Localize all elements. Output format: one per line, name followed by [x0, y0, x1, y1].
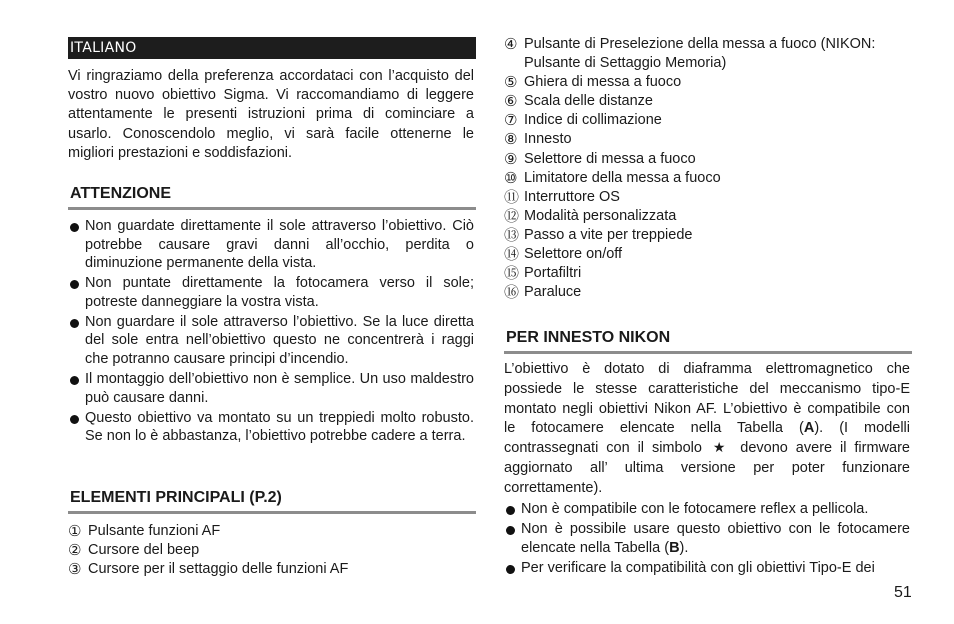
list-item	[504, 130, 912, 149]
part-label: Innesto	[524, 131, 572, 148]
list-item: Il montaggio dell’obiettivo non è semplice. Un uso maldestro può causare danni.	[68, 370, 474, 407]
attention-heading: ATTENZIONE	[68, 184, 476, 210]
list-item	[68, 560, 476, 579]
list-item	[68, 541, 476, 560]
list-item: Non guardate direttamente il sole attraverso l’obiettivo. Ciò potrebbe causare gravi danni all’occhio, perdita o diminuzione permanente della vista.	[68, 217, 474, 273]
part-number: ①	[68, 522, 82, 540]
list-item	[504, 73, 912, 92]
part-label: Pulsante di Preselezione della messa a fuoco (NIKON: Pulsante di Settaggio Memoria)	[524, 36, 876, 72]
list-item: Non puntate direttamente la fotocamera verso il sole; potreste danneggiare la vostra vista.	[68, 274, 474, 311]
part-number: ③	[68, 560, 82, 579]
list-item	[504, 207, 912, 226]
list-item: Non è compatibile con le fotocamere reflex a pellicola.	[504, 500, 910, 519]
list-item	[504, 245, 912, 264]
bullet-icon	[506, 506, 515, 515]
table-b-ref: B	[669, 539, 680, 556]
list-item	[504, 283, 912, 302]
part-number: ⑦	[504, 111, 518, 130]
bullet-icon	[506, 565, 515, 574]
list-item: Non guardare il sole attraverso l’obiettivo. Se la luce diretta del sole entra nell’obiettivo questo ne concentrerà i raggi che potranno causare principi d’incendio.	[68, 313, 474, 369]
part-label: Indice di collimazione	[524, 112, 662, 129]
list-item	[504, 226, 912, 245]
list-item	[504, 35, 912, 73]
part-label: Ghiera di messa a fuoco	[524, 74, 682, 91]
nikon-notes-list	[504, 500, 910, 579]
list-item	[504, 150, 912, 169]
part-label: Cursore per il settaggio delle funzioni AF	[88, 561, 349, 578]
list-item	[504, 188, 912, 207]
part-label: Scala delle distanze	[524, 93, 653, 110]
part-number: ⑭	[504, 245, 520, 264]
bullet-icon	[70, 280, 79, 289]
part-label: Limitatore della messa a fuoco	[524, 169, 721, 186]
part-number: ⑯	[504, 283, 520, 302]
bullet-icon	[506, 526, 515, 535]
part-label: Selettore on/off	[524, 246, 623, 263]
part-number: ⑪	[504, 187, 520, 206]
table-a-ref: A	[803, 420, 815, 437]
bullet-icon	[70, 415, 79, 424]
bullet-icon	[70, 223, 79, 232]
part-number: ⑧	[504, 130, 518, 149]
list-item: Non è possibile usare questo obiettivo con le fotocamere elencate nella Tabella (B).	[504, 520, 910, 557]
list-item	[504, 92, 912, 111]
intro-paragraph: Vi ringraziamo della preferenza accordataci con l’acquisto del vostro nuovo obiettivo Sigma. Vi raccomandiamo di leggere attentamente le presenti istruzioni prima di cominciare a usarlo. Conoscendolo meglio, vi sarà facile ottenerne le migliori prestazioni e soddisfazioni.	[68, 68, 474, 161]
part-number: ②	[68, 541, 82, 560]
part-number: ⑤	[504, 73, 518, 92]
nikon-paragraph: L’obiettivo è dotato di diaframma elettromagnetico che possiede le stesse caratteristiche del meccanismo tipo-E montato negli obiettivi Nikon AF. L’obiettivo è compatibile con le fotocamere elencate nella Tabella (A). (I modelli contrassegnati con il simbolo ★ devono avere il firmware aggiornato all’ ultima versione per poter funzionare correttamente).	[504, 361, 910, 496]
part-label: Pulsante funzioni AF	[88, 523, 221, 539]
page-number: 51	[894, 584, 912, 601]
parts-list-left	[68, 522, 476, 579]
star-icon: ★	[712, 440, 730, 457]
list-item	[68, 522, 476, 541]
language-label: ITALIANO	[68, 37, 476, 59]
bullet-icon	[70, 376, 79, 385]
nikon-heading: PER INNESTO NIKON	[504, 328, 912, 354]
part-label: Selettore di messa a fuoco	[524, 150, 696, 167]
part-number: ⑨	[504, 149, 518, 168]
part-number: ⑫	[504, 206, 520, 225]
part-label: Interruttore OS	[524, 188, 620, 205]
bullet-icon	[70, 319, 79, 328]
part-label: Passo a vite per treppiede	[524, 226, 693, 243]
parts-heading: ELEMENTI PRINCIPALI (P.2)	[68, 488, 476, 514]
part-number: ⑥	[504, 92, 518, 111]
part-number: ⑬	[504, 225, 520, 244]
list-item	[504, 169, 912, 188]
list-item: Questo obiettivo va montato su un treppiedi molto robusto. Se non lo è abbastanza, l’obiettivo potrebbe cadere a terra.	[68, 409, 474, 446]
part-label: Modalità personalizzata	[524, 207, 677, 224]
part-number: ⑮	[504, 264, 520, 283]
part-label: Cursore del beep	[88, 542, 200, 559]
part-number: ⑩	[504, 168, 518, 187]
list-item	[504, 111, 912, 130]
part-number: ④	[504, 35, 518, 53]
part-label: Paraluce	[524, 284, 582, 301]
attention-list	[68, 217, 474, 447]
part-label: Portafiltri	[524, 265, 582, 282]
list-item	[504, 264, 912, 283]
parts-list-right	[504, 35, 912, 302]
list-item: Per verificare la compatibilità con gli obiettivi Tipo-E dei	[504, 559, 910, 578]
